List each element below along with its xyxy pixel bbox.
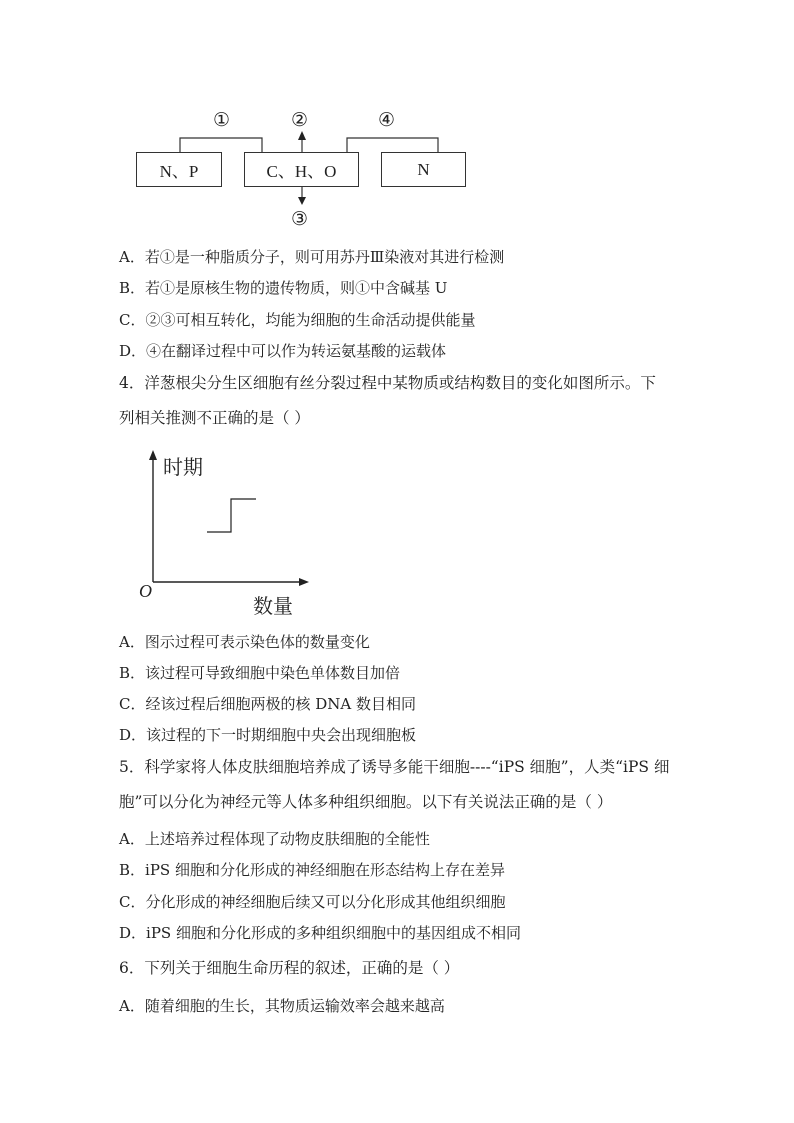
q5-option-b: B．iPS 细胞和分化形成的神经细胞在形态结构上存在差异 xyxy=(119,861,505,879)
q4-graph xyxy=(0,440,794,620)
box-n: N xyxy=(381,152,466,187)
q5-stem-line2: 胞”可以分化为神经元等人体多种组织细胞。以下有关说法正确的是（ ） xyxy=(119,793,613,811)
q5-option-d: D．iPS 细胞和分化形成的多种组织细胞中的基因组成不相同 xyxy=(119,924,521,942)
q3-option-c: C．②③可相互转化，均能为细胞的生命活动提供能量 xyxy=(119,311,476,329)
q5-stem-line1: 5．科学家将人体皮肤细胞培养成了诱导多能干细胞----“iPS 细胞”，人类“iPS 细 xyxy=(119,758,670,776)
q4-stem-line2: 列相关推测不正确的是（ ） xyxy=(119,409,310,427)
q4-option-b: B．该过程可导致细胞中染色单体数目加倍 xyxy=(119,664,401,682)
q3-option-b: B．若①是原核生物的遗传物质，则①中含碱基 U xyxy=(119,279,448,297)
q6-stem: 6．下列关于细胞生命历程的叙述，正确的是（ ） xyxy=(119,959,460,977)
q5-option-c: C．分化形成的神经细胞后续又可以分化形成其他组织细胞 xyxy=(119,893,506,911)
q3-option-a: A．若①是一种脂质分子，则可用苏丹Ⅲ染液对其进行检测 xyxy=(119,248,505,266)
q5-option-a: A．上述培养过程体现了动物皮肤细胞的全能性 xyxy=(119,830,430,848)
graph-origin: O xyxy=(139,581,152,601)
element-diagram-connectors xyxy=(0,0,794,240)
graph-x-label: 数量 xyxy=(253,594,293,618)
q4-option-d: D．该过程的下一时期细胞中央会出现细胞板 xyxy=(119,726,417,744)
label-4: ④ xyxy=(378,109,396,131)
q6-option-a: A．随着细胞的生长，其物质运输效率会越来越高 xyxy=(119,997,445,1015)
graph-y-label: 时期 xyxy=(163,455,203,479)
box-c-h-o: C、H、O xyxy=(244,152,359,187)
label-2: ② xyxy=(291,109,309,131)
label-3: ③ xyxy=(291,208,309,230)
q3-option-d: D．④在翻译过程中可以作为转运氨基酸的运载体 xyxy=(119,342,447,360)
box-n-p: N、P xyxy=(136,152,222,187)
label-1: ① xyxy=(213,109,231,131)
q4-option-a: A．图示过程可表示染色体的数量变化 xyxy=(119,633,370,651)
q4-option-c: C．经该过程后细胞两极的核 DNA 数目相同 xyxy=(119,695,416,713)
q4-stem-line1: 4．洋葱根尖分生区细胞有丝分裂过程中某物质或结构数目的变化如图所示。下 xyxy=(119,374,656,392)
